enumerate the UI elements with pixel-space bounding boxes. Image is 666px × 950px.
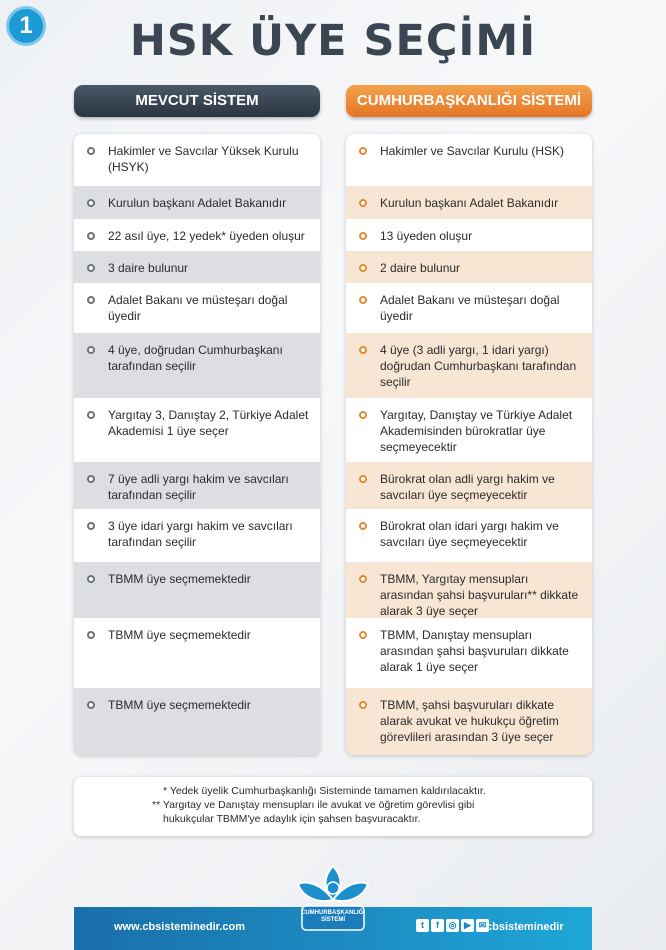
list-item: TBMM üye seçmemektedir [74,688,320,755]
youtube-icon[interactable]: ▶ [461,919,474,932]
list-item: TBMM, Yargıtay mensupları arasından şahsi başvuruları** dikkate alarak 3 üye seçer [346,562,592,618]
cb-system-logo [292,862,374,942]
list-item: Kurulun başkanı Adalet Bakanıdır [74,186,320,219]
bullet-icon [359,296,367,304]
footnote-2-continued: hukukçular TBMM'ye adaylık için şahsen başvuracaktır. [163,813,421,825]
presidential-system-list [346,134,592,755]
footnotes [74,777,592,836]
email-icon[interactable]: ✉ [476,919,489,932]
bullet-icon [87,631,95,639]
list-item: Kurulun başkanı Adalet Bakanıdır [346,186,592,219]
list-item: TBMM, şahsi başvuruları dikkate alarak avukat ve hukukçu öğretim görevlileri arasından 3 üye seçer [346,688,592,755]
website-link[interactable]: www.cbsisteminedir.com [114,921,246,933]
bullet-icon [359,522,367,530]
bullet-icon [359,199,367,207]
list-item: 13 üyeden oluşur [346,219,592,251]
bullet-icon [359,631,367,639]
bullet-icon [87,575,95,583]
bullet-icon [87,232,95,240]
bullet-icon [87,346,95,354]
bullet-icon [87,199,95,207]
social-handle[interactable]: cbsisteminedir [486,921,564,933]
list-item: 4 üye (3 adli yargı, 1 idari yargı) doğrudan Cumhurbaşkanı tarafından seçilir [346,333,592,398]
lotus-emblem-icon [292,862,374,942]
list-item: 7 üye adli yargı hakim ve savcıları tarafından seçilir [74,462,320,509]
list-item: Bürokrat olan idari yargı hakim ve savcıları üye seçmeyecektir [346,509,592,562]
section-number-badge: 1 [6,6,46,46]
bullet-icon [359,232,367,240]
footnote-1: * Yedek üyelik Cumhurbaşkanlığı Sisteminde tamamen kaldırılacaktır. [163,785,486,797]
list-item: 22 asıl üye, 12 yedek* üyeden oluşur [74,219,320,251]
presidential-system-header: CUMHURBAŞKANLIĞI SİSTEMİ [346,85,592,117]
social-icons [416,919,489,932]
bullet-icon [359,147,367,155]
list-item: Yargıtay 3, Danıştay 2, Türkiye Adalet Akademisi 1 üye seçer [74,398,320,462]
facebook-icon[interactable]: f [431,919,444,932]
bullet-icon [87,522,95,530]
list-item: 3 üye idari yargı hakim ve savcıları tarafından seçilir [74,509,320,562]
list-item: Adalet Bakanı ve müsteşarı doğal üyedir [74,283,320,333]
page-title: HSK ÜYE SEÇİMİ [129,16,537,66]
bullet-icon [359,346,367,354]
bullet-icon [87,701,95,709]
bullet-icon [359,264,367,272]
list-item: Hakimler ve Savcılar Yüksek Kurulu (HSYK) [74,134,320,186]
list-item: TBMM üye seçmemektedir [74,618,320,688]
current-system-list [74,134,320,755]
logo-text: CUMHURBAŞKANLIĞI SİSTEMİ [301,910,365,923]
list-item: Yargıtay, Danıştay ve Türkiye Adalet Akademisinden bürokratlar üye seçmeyecektir [346,398,592,462]
bullet-icon [359,411,367,419]
bullet-icon [359,475,367,483]
list-item: 3 daire bulunur [74,251,320,283]
list-item: 2 daire bulunur [346,251,592,283]
twitter-icon[interactable]: t [416,919,429,932]
bullet-icon [87,475,95,483]
list-item: TBMM, Danıştay mensupları arasından şahsi başvuruları dikkate alarak 1 üye seçer [346,618,592,688]
list-item: 4 üye, doğrudan Cumhurbaşkanı tarafından seçilir [74,333,320,398]
bullet-icon [359,575,367,583]
bullet-icon [87,296,95,304]
footnote-2: ** Yargıtay ve Danıştay mensupları ile avukat ve öğretim görevlisi gibi [152,799,475,811]
list-item: Hakimler ve Savcılar Kurulu (HSK) [346,134,592,186]
bullet-icon [87,264,95,272]
instagram-icon[interactable]: ◎ [446,919,459,932]
list-item: TBMM üye seçmemektedir [74,562,320,618]
current-system-header: MEVCUT SİSTEM [74,85,320,117]
list-item: Adalet Bakanı ve müsteşarı doğal üyedir [346,283,592,333]
bullet-icon [87,411,95,419]
bullet-icon [87,147,95,155]
bullet-icon [359,701,367,709]
list-item: Bürokrat olan adli yargı hakim ve savcıları üye seçmeyecektir [346,462,592,509]
